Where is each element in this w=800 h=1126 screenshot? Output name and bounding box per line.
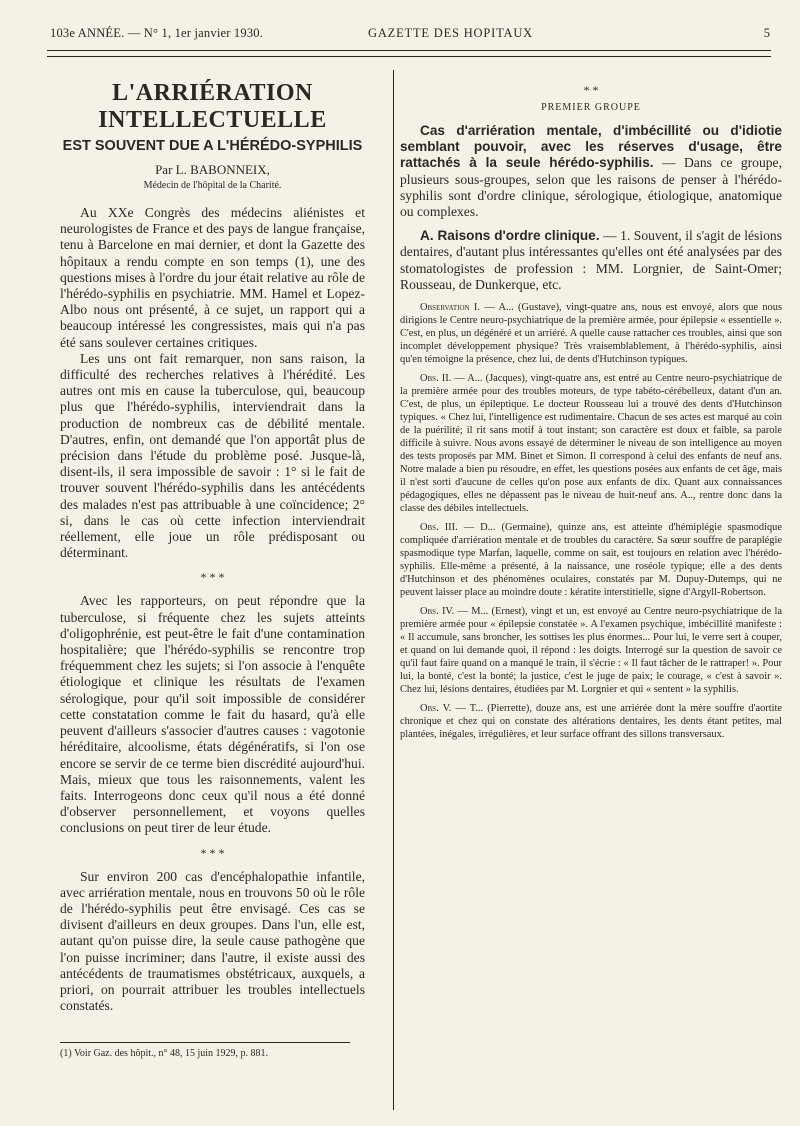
observation-text: — D... (Germaine), quinze ans, est atteinte d'hémiplégie spasmodique compliquée d'arriération mentale et de troubles du caractère. Sa sœur souffre de paraplégie spasmodique type Marfan, laquelle, comme on sait, est toujours en relation avec l'hérédo-syphilis. Elle-même a présenté, à la naissance, une roséole typique; elle a des dents d'Hutchinson et des phénomènes oculaires, constatés par M. Dupuy-Dutemps, qui ne peuvent laisser place au moindre doute : kératite interstitielle, signe d'Argyll-Robertson. — [400, 522, 782, 599]
author: Par L. BABONNEIX, — [155, 162, 270, 177]
observation-text: — M... (Ernest), vingt et un, est envoyé au Centre neuro-psychiatrique de la première armée pour « épilepsie constatée ». A l'examen psychique, imbécillité manifeste : « Il accumule, sans broncher, les sottises les plus énormes... Pour lui, le verre sert à couper, et quand on lui demande quoi, il répond : les doigts. Interrogé sur la question de savoir ce qu'il faut faire quand on a manqué le train, il s'écrie : « Il faut tâcher de le rattraper! ». Pour lui, la bonté, c'est la bonté; la justice, c'est le juge de paix; le courage, « c'est à savoir ». Chez lui, lésions dentaires, étudiées par M. Lorgnier et qui « sentent » la syphilis. — [400, 606, 782, 696]
observation-label: Obs. IV. — [420, 606, 455, 618]
header-rule — [47, 50, 771, 51]
observation-label: Obs. II. — [420, 373, 452, 385]
footnote-rule — [60, 1042, 350, 1043]
right-separator: * * — [583, 83, 599, 97]
group-intro-bold: Cas d'arriération mentale, d'imbécillité ou d'idiotie semblant pouvoir, avec les réserves d'usage, être rattachés à la seule hérédo-syphilis. — [400, 123, 782, 171]
section-a-heading: A. Raisons d'ordre clinique. — [420, 228, 600, 244]
article-title: L'ARRIÉRATION INTELLECTUELLE — [98, 80, 327, 133]
section-a-text: — 1. Souvent, il s'agit de lésions dentaires, d'autant plus intéressantes qu'elles ont été analysées par des stomatologistes de profession : MM. Lorgnier, de Saint-Omer; Rousseau, de Dunkerque, etc. — [400, 228, 782, 292]
paragraph-2: Les uns ont fait remarquer, non sans raison, la difficulté des recherches relatives à l'hérédité. Les autres ont mis en cause la tuberculose, qui, beaucoup plus que l'hérédo-syphilis, interviendrait dans la production de nombreux cas de débilité mentale. D'autres, enfin, ont demandé que l'on apportât plus de précision dans l'étude du problème posé. Jusque-là, disent-ils, il sera impossible de savoir : 1° si le fait de trouver souvent l'hérédo-syphilis dans les antécédents des malades n'est pas attribuable à une coïncidence; 2° si, dans le cas où cette infection interviendrait réellement, elle joue un rôle prédisposant ou déterminant. — [60, 350, 365, 561]
observation-3 — [400, 521, 782, 599]
group-intro-text: — Dans ce groupe, plusieurs sous-groupes, selon que les raisons de penser à l'hérédo-syphilis sont d'ordre clinique, sérologique, étiologique, anatomique ou complexes. — [400, 155, 782, 220]
page-header — [50, 26, 770, 48]
section-separator-2: * * * — [200, 845, 225, 860]
observation-label: Observation I. — [420, 302, 480, 314]
right-column — [400, 72, 782, 747]
header-rule-2 — [47, 56, 771, 57]
page-number: 5 — [763, 26, 770, 40]
section-a — [400, 228, 782, 293]
paragraph-4: Sur environ 200 cas d'encéphalopathie infantile, avec arriération mentale, nous en trouvons 50 où le rôle de l'hérédo-syphilis peut être envisagé. Ces cas se divisent d'ailleurs en deux groupes. Dans l'un, elle est, autant qu'on puisse dire, la seule cause pathogène que l'on puisse incriminer; dans l'autre, il existe aussi des antécédents de traumatismes obstétricaux, auxquels, a priori, on pourrait attribuer les troubles intellectuels constatés. — [60, 868, 365, 1014]
section-separator-1: * * * — [200, 570, 225, 585]
observation-2 — [400, 372, 782, 515]
observation-text: — A... (Gustave), vingt-quatre ans, nous est envoyé, alors que nous dirigions le Centre neuro-psychiatrique de la première armée, pour épilepsie « essentielle ». C'est, en plus, un dégénéré et un arriéré. A quelle cause rattacher ces troubles, ainsi que son incomplet développement physique? Très vraisemblablement, à l'hérédo-syphilis, ainsi qu'en témoigne la présence, chez lui, de dents d'Hutchinson typiques. — [400, 302, 782, 366]
observation-text: — T... (Pierrette), douze ans, est une arriérée dont la mère souffre d'aortite chronique et chez qui on constate des altérations dentaires, les dents étant petites, mal plantées, inégales, irrégulières, et leur surface offrant des sillons transversaux. — [400, 703, 782, 741]
group-heading: PREMIER GROUPE — [541, 102, 641, 113]
observation-1 — [400, 301, 782, 366]
footnote: (1) Voir Gaz. des hôpit., n° 48, 15 juin 1929, p. 881. — [60, 1048, 269, 1060]
journal-name: GAZETTE DES HOPITAUX — [368, 26, 533, 40]
paragraph-3: Avec les rapporteurs, on peut répondre que la tuberculose, si fréquente chez les sujets atteints d'oligophrénie, est peut-être le fait d'une contamination hospitalière; que l'hérédo-syphilis se rencontre trop fréquemment chez les sujets; si l'on associe à l'enquête étiologique et clinique les résultats de l'examen sérologique, pour qu'il soit impossible de considérer cette constatation comme le fait du hasard, qu'à elle peuvent d'ailleurs s'associer d'autres causes : vagotonie héréditaire, alcoolisme, états dégénératifs, si l'on ose encore se servir de ce terme bien discrédité aujourd'hui. Mais, mieux que tous les raisonnements, valent les faits. Interrogeons donc ceux qu'il nous a été donné d'observer personnellement, et voyons quelles conclusions on peut tirer de leur étude. — [60, 593, 365, 836]
observation-5 — [400, 702, 782, 741]
group-intro — [400, 123, 782, 220]
observation-label: Obs. V. — [420, 703, 452, 715]
article-subtitle: EST SOUVENT DUE A L'HÉRÉDO-SYPHILIS — [62, 138, 363, 154]
left-column — [60, 72, 365, 1060]
paragraph-1: Au XXe Congrès des médecins aliénistes et neurologistes de France et des pays de langue française, tenu à Barcelone en mai dernier, et dont la Gazette des hôpitaux a rendu compte en son temps (1), une des questions mises à l'ordre du jour était relative au rôle de l'hérédo-syphilis en psychiatrie. MM. Hamel et Lopez-Albo nous ont présenté, à ce sujet, un rapport qui a beaucoup intéressé les congressistes, mais qui n'a pas été sans soulever certaines critiques. — [60, 205, 365, 350]
observation-4 — [400, 605, 782, 696]
observation-text: — A... (Jacques), vingt-quatre ans, est entré au Centre neuro-psychiatrique de la première armée pour des troubles moteurs, de type tabéto-cérébelleux, datant d'un an. C'est, de plus, un épileptique. Le docteur Rousseau lui a trouvé des dents d'Hutchinson typiques. « Chez lui, l'intelligence est rudimentaire. Chacun de ses actes est marqué au coin de la puérilité; il rit sans motif à tout instant; son caractère est doux et faible, sa parole difficile à suivre. Nous avons essayé de déterminer le niveau de son intelligence au moyen des tests proposés par MM. Binet et Simon. Il correspond à celui des enfants de neuf ans. Notre malade a bien pu résoudre, en effet, les questions posées aux enfants de cet âge, mais il n'est sorti d'aucune de celles qu'on pose aux enfants de dix. Quant aux connaissances pédagogiques, elles ne dépassent pas le niveau de huit-neuf ans. A.., rentre donc dans la classe des débiles intellectuels. — [400, 373, 782, 515]
author-affiliation: Médecin de l'hôpital de la Charité. — [143, 180, 282, 191]
observation-label: Obs. III. — [420, 522, 458, 534]
issue-line: 103e ANNÉE. — N° 1, 1er janvier 1930. — [50, 26, 264, 40]
column-separator — [393, 70, 394, 1110]
